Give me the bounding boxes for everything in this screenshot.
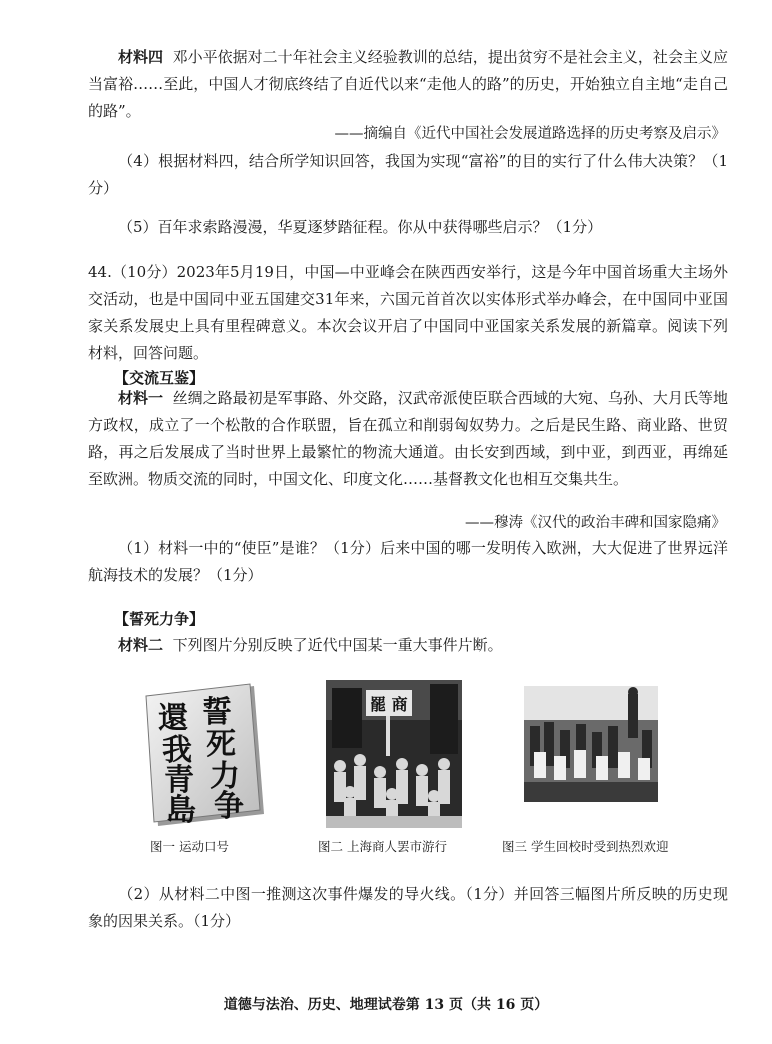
slogan-char-7: 青 bbox=[164, 763, 194, 798]
figure2-merchant-parade-photo bbox=[326, 680, 462, 828]
material1-paragraph bbox=[88, 385, 728, 493]
slogan-char-1: 誓 bbox=[202, 695, 232, 730]
figure3-students-welcomed-photo bbox=[524, 686, 658, 802]
slogan-char-8: 島 bbox=[166, 793, 196, 828]
question-44-text: （10分）2023年5月19日，中国—中亚峰会在陕西西安举行，这是今年中国首场重大主场外交活动，也是中国同中亚五国建交31年来，六国元首首次以实体形式举办峰会，在中国同中亚国家关系发展史上具有里程碑意义。本次会议开启了中国同中亚国家关系发展的新篇章。阅读下列材料，回答问题。 bbox=[88, 263, 728, 362]
slogan-char-4: 争 bbox=[214, 789, 244, 824]
figure2-sign-text: 罷 商 bbox=[370, 695, 408, 714]
slogan-char-2: 死 bbox=[206, 727, 236, 762]
question-4-text: （4）根据材料四，结合所学知识回答，我国为实现“富裕”的目的实行了什么伟大决策？（1分） bbox=[88, 152, 728, 197]
material1-text: 丝绸之路最初是军事路、外交路，汉武帝派使臣联合西域的大宛、乌孙、大月氏等地方政权，成立了一个松散的合作联盟，旨在孤立和削弱匈奴势力。之后是民生路、商业路、世贸路，再之后发展成了当时世界上最繁忙的物流大通道。由长安到西域，到中亚，到西亚，再绵延至欧洲。物质交流的同时，中国文化、印度文化……基督教文化也相互交集共生。 bbox=[88, 389, 728, 488]
material1-source: ——穆涛《汉代的政治丰碑和国家隐痛》 bbox=[465, 515, 726, 531]
material1-label: 材料一 bbox=[118, 389, 164, 407]
question-44-1-text: （1）材料一中的“使臣”是谁？（1分）后来中国的哪一发明传入欧洲，大大促进了世界远洋航海技术的发展？（1分） bbox=[88, 539, 728, 584]
figure3-caption: 图三 学生回校时受到热烈欢迎 bbox=[502, 839, 669, 854]
question-5-text: （5）百年求索路漫漫，华夏逐梦踏征程。你从中获得哪些启示？（1分） bbox=[118, 218, 603, 236]
material4-text: 邓小平依据对二十年社会主义经验教训的总结，提出贫穷不是社会主义，社会主义应当富裕……至此，中国人才彻底终结了自近代以来“走他人的路”的历史，开始独立自主地“走自己的路”。 bbox=[88, 48, 728, 120]
figure1-graphic bbox=[136, 682, 268, 828]
figure2-graphic bbox=[326, 680, 462, 828]
question-4 bbox=[88, 148, 728, 202]
question-44-2-text: （2）从材料二中图一推测这次事件爆发的导火线。（1分）并回答三幅图片所反映的历史现象的因果关系。（1分） bbox=[88, 885, 728, 930]
material2-text: 下列图片分别反映了近代中国某一重大事件片断。 bbox=[172, 636, 503, 654]
material2-paragraph bbox=[88, 632, 728, 659]
material2-label: 材料二 bbox=[118, 636, 164, 654]
page-footer: 道德与法治、历史、地理试卷第 13 页（共 16 页） bbox=[223, 997, 549, 1013]
figure1-slogan-poster bbox=[136, 682, 268, 828]
material4-paragraph bbox=[88, 44, 728, 125]
section1-heading: 【交流互鉴】 bbox=[114, 369, 205, 387]
slogan-char-3: 力 bbox=[210, 759, 240, 794]
question-44-2 bbox=[88, 881, 728, 935]
figure1-caption: 图一 运动口号 bbox=[150, 839, 229, 854]
figure2-caption: 图二 上海商人罢市游行 bbox=[318, 839, 447, 854]
slogan-char-6: 我 bbox=[162, 733, 192, 768]
figure3-graphic bbox=[524, 686, 658, 802]
material4-source: ——摘编自《近代中国社会发展道路选择的历史考察及启示》 bbox=[334, 126, 726, 142]
section2-heading: 【誓死力争】 bbox=[114, 610, 205, 628]
question-5 bbox=[88, 214, 728, 241]
slogan-char-5: 還 bbox=[158, 701, 188, 736]
question-44-number: 44. bbox=[88, 263, 112, 281]
material4-label: 材料四 bbox=[118, 48, 164, 66]
question-44-1 bbox=[88, 535, 728, 589]
question-44 bbox=[88, 259, 728, 367]
